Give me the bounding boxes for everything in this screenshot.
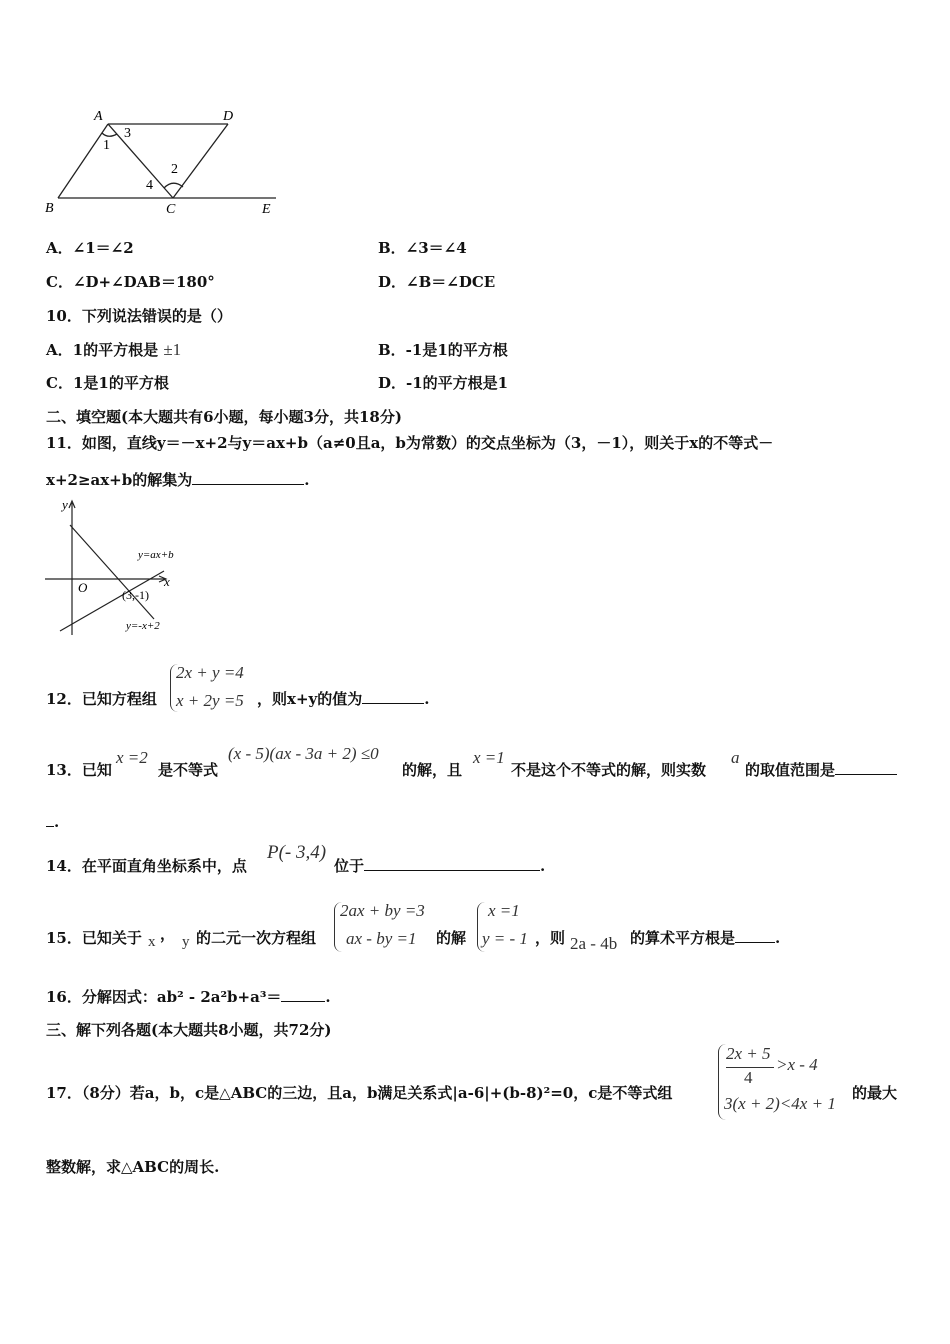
q10-option-c: C．1是1的平方根 bbox=[46, 374, 169, 392]
angle-label-2: 2 bbox=[171, 162, 178, 177]
q15-answer-blank[interactable] bbox=[735, 928, 775, 943]
q15-text3: ，则 bbox=[535, 929, 566, 947]
q13-answer-blank[interactable] bbox=[835, 760, 897, 775]
line-ab bbox=[58, 124, 108, 198]
label-d: D bbox=[223, 109, 234, 124]
angle-label-1: 1 bbox=[103, 138, 110, 153]
section-2-heading: 二、填空题(本大题共有6小题，每小题3分，共18分) bbox=[46, 408, 402, 426]
point-label: (3,-1) bbox=[122, 588, 149, 602]
q14-post-text: 位于 bbox=[334, 857, 365, 875]
q13-math-x2: x =2 bbox=[116, 748, 148, 767]
q17-line2: 整数解，求△ABC的周长. bbox=[46, 1158, 220, 1176]
q9-option-b: B．∠3＝∠4 bbox=[378, 239, 467, 257]
q10-option-a-text: A．1的平方根是 bbox=[46, 341, 159, 359]
q14-answer-blank[interactable] bbox=[364, 856, 540, 871]
graph-figure bbox=[40, 495, 200, 643]
q15-sol2: y = - 1 bbox=[482, 929, 528, 948]
label-c: C bbox=[166, 202, 176, 217]
q14-pre: 14．在平面直角坐标系中，点 bbox=[46, 857, 247, 875]
q9-option-a: A．∠1＝∠2 bbox=[46, 239, 134, 257]
q14-post bbox=[334, 855, 545, 876]
q10-option-d: D．-1的平方根是1 bbox=[378, 374, 509, 392]
q15-end: . bbox=[775, 929, 781, 947]
angle-label-3: 3 bbox=[124, 126, 131, 141]
q15-eq2: ax - by =1 bbox=[346, 929, 417, 948]
angle-arc-c bbox=[164, 183, 183, 188]
q9-option-c: C．∠D+∠DAB＝180° bbox=[46, 273, 215, 291]
section-3-heading: 三、解下列各题(本大题共8小题，共72分) bbox=[46, 1021, 332, 1039]
q15-text1: 的二元一次方程组 bbox=[196, 929, 317, 947]
q15-text2: 的解 bbox=[436, 929, 467, 947]
q14-math-point: P(- 3,4) bbox=[267, 842, 327, 863]
q12-eq1: 2x + y =4 bbox=[176, 663, 244, 682]
q16-text: 16．分解因式：ab² - 2a²b+a³＝ bbox=[46, 988, 282, 1006]
q13-text1: 是不等式 bbox=[158, 761, 219, 779]
q15-math-x: x bbox=[148, 934, 156, 950]
label-a: A bbox=[94, 109, 103, 124]
q15-sol1: x =1 bbox=[488, 901, 520, 920]
q16-end: . bbox=[325, 988, 331, 1006]
q14-end: . bbox=[540, 857, 546, 875]
q13-math-x1: x =1 bbox=[473, 748, 505, 767]
y-label: y bbox=[62, 497, 68, 512]
q13-text2: 的解，且 bbox=[402, 761, 463, 779]
q13-answer-blank-cont[interactable] bbox=[46, 812, 54, 827]
line-y-neg-x-plus-2 bbox=[70, 525, 154, 619]
q11-line2 bbox=[46, 469, 309, 490]
q12-end: . bbox=[424, 690, 430, 708]
origin-label: O bbox=[78, 580, 88, 595]
q12-post-text: ，则x+y的值为 bbox=[257, 690, 363, 708]
line-ac bbox=[108, 124, 173, 198]
q12-pre: 12．已知方程组 bbox=[46, 690, 157, 708]
angle-arc-a bbox=[102, 133, 117, 136]
angle-label-4: 4 bbox=[146, 178, 153, 193]
q13-math-a: a bbox=[731, 748, 740, 767]
q11-line2-text: x+2≥ax+b的解集为 bbox=[46, 471, 193, 489]
q10-option-a-math: ±1 bbox=[163, 340, 182, 359]
label-e: E bbox=[262, 202, 271, 217]
q15-text4 bbox=[630, 927, 780, 948]
q12-eq2: x + 2y =5 bbox=[176, 691, 244, 710]
parallelogram-figure bbox=[40, 105, 290, 220]
q13-math-inequality: (x - 5)(ax - 3a + 2) ≤0 bbox=[228, 744, 379, 763]
q17-frac-den: 4 bbox=[744, 1068, 753, 1087]
q10-option-b: B．-1是1的平方根 bbox=[378, 341, 508, 359]
q11-line1: 11．如图，直线y＝－x+2与y＝ax+b（a≠0且a，b为常数）的交点坐标为（3，－1），则关于x的不等式－ bbox=[46, 434, 774, 452]
q15-math-y: y bbox=[182, 934, 190, 950]
q13-text3: 不是这个不等式的解，则实数 bbox=[511, 761, 707, 779]
q13-end: . bbox=[54, 813, 60, 831]
q11-answer-blank[interactable] bbox=[192, 470, 304, 485]
q15-pre: 15．已知关于 bbox=[46, 929, 142, 947]
q16 bbox=[46, 986, 331, 1007]
q11-end: . bbox=[304, 471, 310, 489]
q13-pre: 13．已知 bbox=[46, 761, 112, 779]
q12-answer-blank[interactable] bbox=[362, 689, 424, 704]
line1-label: y=ax+b bbox=[138, 549, 174, 561]
q13-text4-label: 的取值范围是 bbox=[745, 761, 836, 779]
label-b: B bbox=[45, 201, 54, 216]
q17-frac-num: 2x + 5 bbox=[726, 1044, 771, 1063]
q15-eq1: 2ax + by =3 bbox=[340, 901, 425, 920]
q12-post bbox=[257, 688, 429, 709]
q17-pre: 17．（8分）若a，b，c是△ABC的三边，且a，b满足关系式|a-6|+(b-8)²=0，c是不等式组 bbox=[46, 1084, 673, 1102]
q15-text4-label: 的算术平方根是 bbox=[630, 929, 736, 947]
q17-ineq1-rhs: >x - 4 bbox=[776, 1055, 818, 1074]
q15-math-expr: 2a - 4b bbox=[570, 934, 618, 953]
q10-stem: 10．下列说法错误的是（） bbox=[46, 307, 232, 325]
line-dc bbox=[173, 124, 228, 198]
x-label: x bbox=[164, 574, 170, 589]
q15-comma: ， bbox=[160, 925, 176, 943]
q13-tail bbox=[46, 812, 59, 831]
q10-option-a bbox=[46, 339, 181, 360]
q16-answer-blank[interactable] bbox=[281, 987, 325, 1002]
q17-post: 的最大 bbox=[852, 1084, 898, 1102]
q17-ineq2: 3(x + 2)<4x + 1 bbox=[724, 1094, 836, 1113]
line2-label: y=-x+2 bbox=[126, 620, 160, 632]
q13-text4 bbox=[745, 759, 897, 780]
q9-option-d: D．∠B＝∠DCE bbox=[378, 273, 496, 291]
